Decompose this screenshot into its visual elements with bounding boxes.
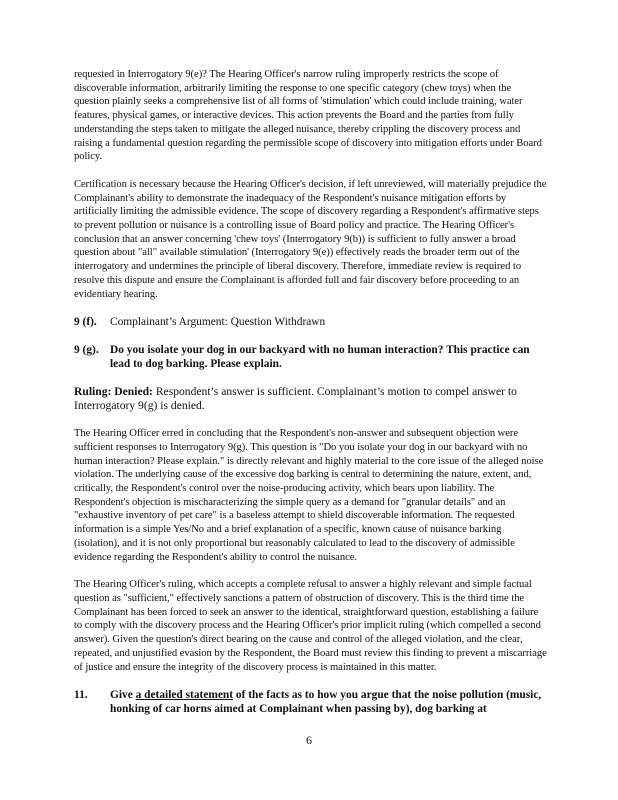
item-number: 11. [74,689,88,702]
ruling-label: Ruling: Denied: [74,385,153,399]
item-number: 9 (g). [74,344,99,357]
page-number: 6 [306,733,312,747]
paragraph-certification: Certification is necessary because the Hearing Officer's decision, if left unreviewed, will materially prejudice the Complainant's ability to demonstrate the inadequacy of the Respondent's nuisance mitigation efforts by artificially limiting the admissible evidence. The scope of discovery regarding a Respondent's affirmative steps to prevent pollution or nuisance is a controlling issue of Board policy and practice. The Hearing Officer's conclusion that an answer concerning 'chew toys' (Interrogatory 9(b)) is sufficient to fully answer a broad question about "all" available stimulation' (Interrogatory 9(e)) effectively reads the broader term out of the interrogatory and undermines the principle of liberal discovery. Therefore, immediate review is required to resolve this dispute and ensure the Complainant is afforded full and fair discovery before proceeding to an evidentiary hearing. [74,178,547,300]
item-9f [74,315,548,329]
paragraph-9g-certification: The Hearing Officer's ruling, which accepts a complete refusal to answer a highly relevant and simple factual question as "sufficient," effectively sanctions a pattern of obstruction of discovery. This is the third time the Complainant has been forced to seek an answer to the identical, straightforward question, establishing a failure to comply with the discovery process and the Hearing Officer's prior implicit ruling (which compelled a second answer). Given the question's direct bearing on the cause and control of the alleged violation, and the clear, repeated, and unjustified evasion by the Respondent, the Board must review this finding to prevent a miscarriage of justice and ensure the integrity of the discovery process is maintained in this matter. [74,579,547,673]
question-underlined: a detailed statement [135,689,234,702]
item-text: Complainant’s Argument: Question Withdrawn [110,316,326,329]
ruling-9g [74,385,548,413]
document-page [74,68,548,716]
paragraph-9g-argument: The Hearing Officer erred in concluding that the Respondent's non-answer and subsequent objection were sufficient responses to Interrogatory 9(g). This question is "Do you isolate your dog in our backyard with no human interaction? Please explain." is directly relevant and highly material to the core issue of the alleged noise violation. The underlying cause of the excessive dog barking is central to determining the nature, extent, and, critically, the Respondent's control over the noise-producing activity, which bears upon liability. The Respondent's objection is mischaracterizing the simple query as a demand for "granular details" and an "exhaustive inventory of pet care" is a baseless attempt to shield discoverable information. The requested information is a simple Yes/No and a brief explanation of a specific, known cause of nuisance barking (isolation), and it is not only proportional but reasonably calculated to lead to the discovery of admissible evidence regarding the Respondent's ability to control the nuisance. [74,428,544,563]
item-question: Do you isolate your dog in our backyard with no human interaction? This practice can lead to dog barking. Please explain. [110,344,530,371]
item-question [110,688,548,716]
item-9g [74,343,548,371]
question-prefix: Give [110,689,136,702]
item-number: 9 (f). [74,316,97,329]
question-rest: of the facts as to how you argue that the noise pollution (music, honking of car horns aimed at Complainant when passing by), dog barking at [110,689,542,716]
paragraph-interrogatory-9e-argument: requested in Interrogatory 9(e)? The Hearing Officer's narrow ruling improperly restricts the scope of discoverable information, arbitrarily limiting the response to one specific category (chew toys) when the question plainly seeks a comprehensive list of all forms of 'stimulation' which could include training, water features, physical games, or interactive devices. This action prevents the Board and the parties from fully understanding the steps taken to mitigate the alleged nuisance, thereby crippling the discovery process and raising a fundamental question regarding the permissible scope of discovery into mitigation efforts under Board policy. [74,69,542,163]
ruling-text: Respondent’s answer is sufficient. Complainant’s motion to compel answer to Interrogatory 9(g) is denied. [74,385,517,413]
item-11 [74,688,548,716]
